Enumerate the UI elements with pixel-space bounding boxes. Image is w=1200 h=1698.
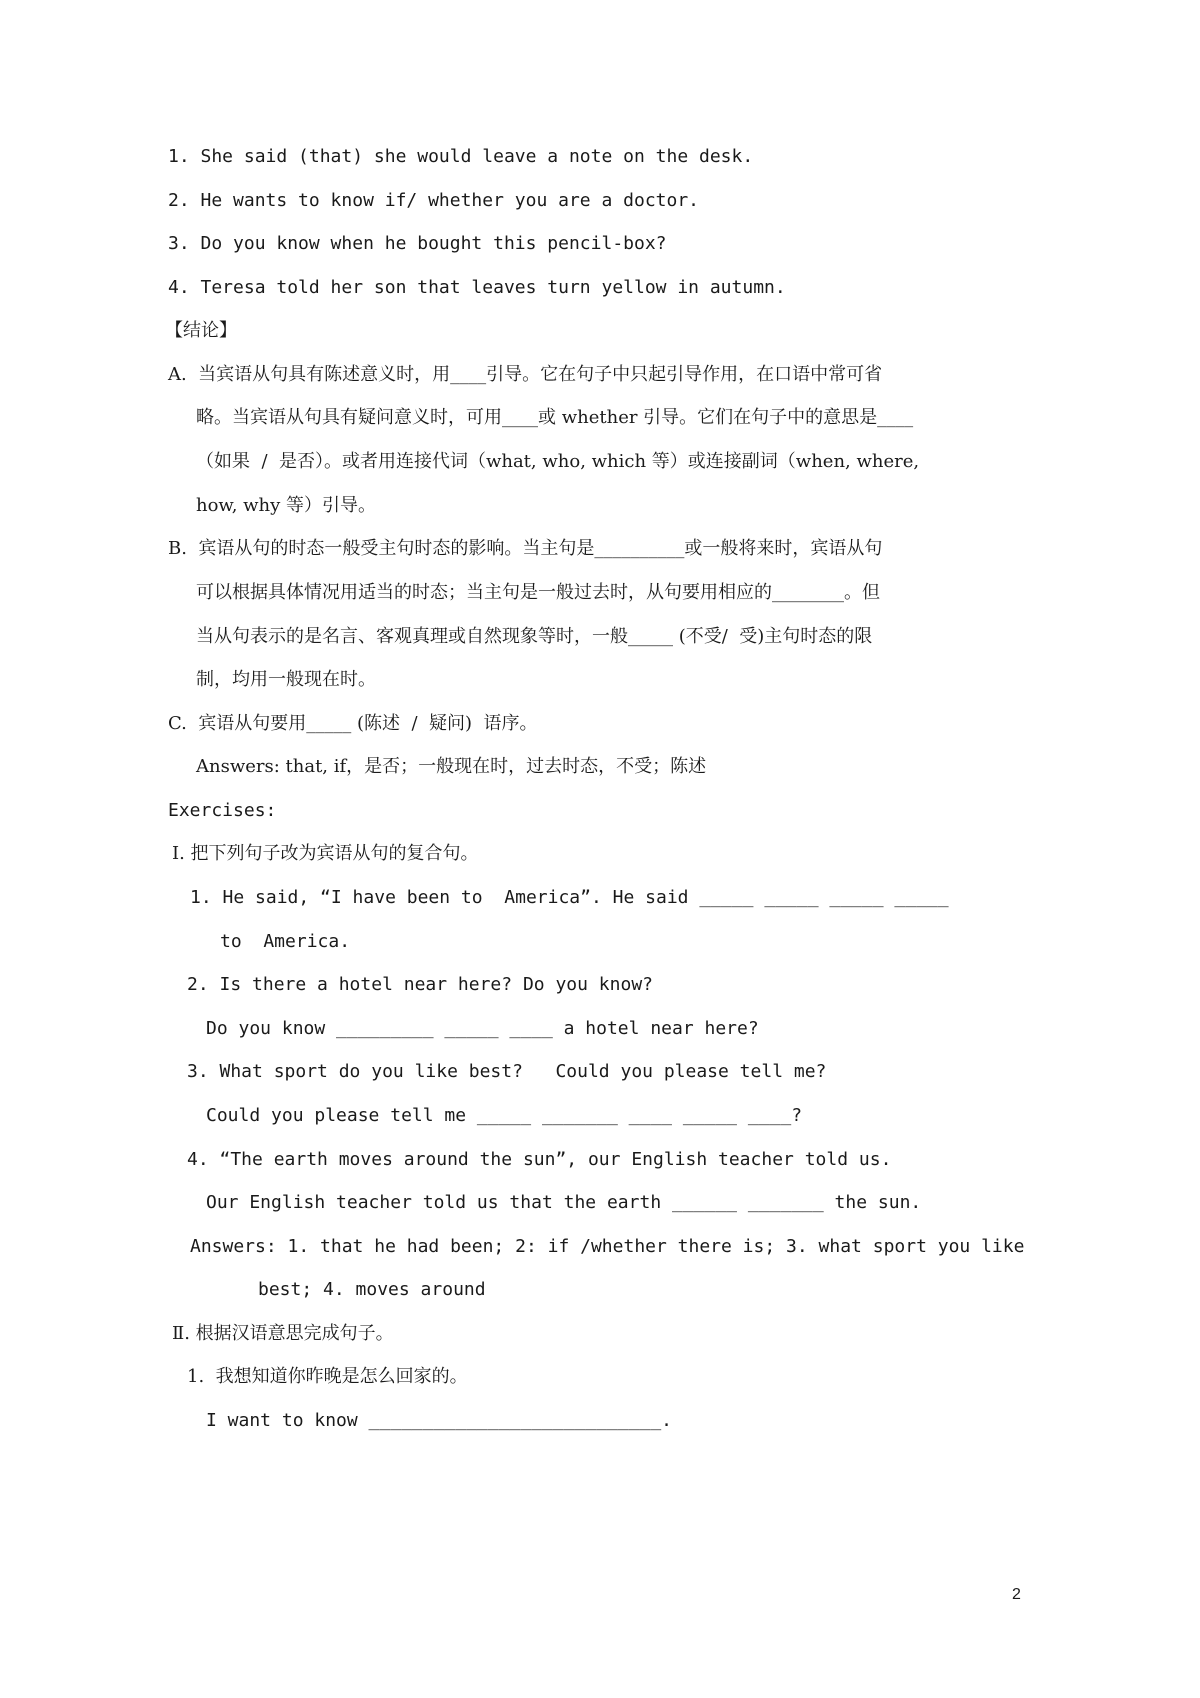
exercise-1-answers-line-1: Answers: 1. that he had been; 2: if /whether there is; 3. what sport you like	[190, 1236, 1025, 1257]
exercise-1-item-4: 4. “The earth moves around the sun”, our English teacher told us.	[187, 1149, 892, 1170]
exercise-part-2-title: Ⅱ. 根据汉语意思完成句子。	[172, 1323, 394, 1344]
conclusion-answers: Answers: that, if，是否；一般现在时，过去时态，不受；陈述	[196, 756, 707, 777]
exercise-1-item-3-answer-line: Could you please tell me _____ _______ ____ _____ ____?	[206, 1105, 803, 1126]
example-sentence-3: 3. Do you know when he bought this pencil-box?	[168, 233, 667, 254]
exercise-1-answers-line-2: best; 4. moves around	[258, 1279, 486, 1300]
conclusion-c: C. 宾语从句要用_____ (陈述 / 疑问) 语序。	[168, 713, 538, 734]
exercise-1-item-2: 2. Is there a hotel near here? Do you know?	[187, 974, 653, 995]
conclusion-a-line-2: 略。当宾语从句具有疑问意义时，可用____或 whether 引导。它们在句子中的意思是____	[196, 407, 914, 428]
exercise-1-item-2-answer-line: Do you know _________ _____ ____ a hotel near here?	[206, 1018, 759, 1039]
conclusion-a-line-1: A. 当宾语从句具有陈述意义时，用____引导。它在句子中只起引导作用，在口语中常可省	[168, 364, 883, 385]
conclusion-heading: 【结论】	[165, 320, 237, 341]
conclusion-a-line-3: （如果 / 是否）。或者用连接代词（what, who, which 等）或连接副词（when, where,	[196, 451, 920, 472]
conclusion-b-line-2: 可以根据具体情况用适当的时态；当主句是一般过去时，从句要用相应的________。但	[196, 582, 880, 603]
page-number: 2	[1012, 1586, 1021, 1603]
conclusion-b-line-4: 制，均用一般现在时。	[196, 669, 376, 690]
exercise-1-item-1: 1. He said, “I have been to America”. He said _____ _____ _____ _____	[190, 887, 949, 908]
conclusion-a-line-4: how, why 等）引导。	[196, 495, 377, 516]
exercise-2-item-1: 1. 我想知道你昨晚是怎么回家的。	[187, 1366, 468, 1387]
exercises-heading: Exercises:	[168, 800, 277, 821]
conclusion-b-line-3: 当从句表示的是名言、客观真理或自然现象等时，一般_____ (不受/ 受)主句时态的限	[196, 626, 873, 647]
example-sentence-4: 4. Teresa told her son that leaves turn yellow in autumn.	[168, 277, 786, 298]
example-sentence-1: 1. She said (that) she would leave a note on the desk.	[168, 146, 754, 167]
example-sentence-2: 2. He wants to know if/ whether you are a doctor.	[168, 190, 700, 211]
exercise-2-item-1-answer-line: I want to know ___________________________.	[206, 1410, 672, 1431]
conclusion-b-line-1: B. 宾语从句的时态一般受主句时态的影响。当主句是__________或一般将来时，宾语从句	[168, 538, 883, 559]
exercise-1-item-3: 3. What sport do you like best? Could you please tell me?	[187, 1061, 827, 1082]
exercise-part-1-title: Ⅰ. 把下列句子改为宾语从句的复合句。	[172, 843, 479, 864]
exercise-1-item-1-cont: to America.	[220, 931, 351, 952]
exercise-1-item-4-answer-line: Our English teacher told us that the earth ______ _______ the sun.	[206, 1192, 922, 1213]
